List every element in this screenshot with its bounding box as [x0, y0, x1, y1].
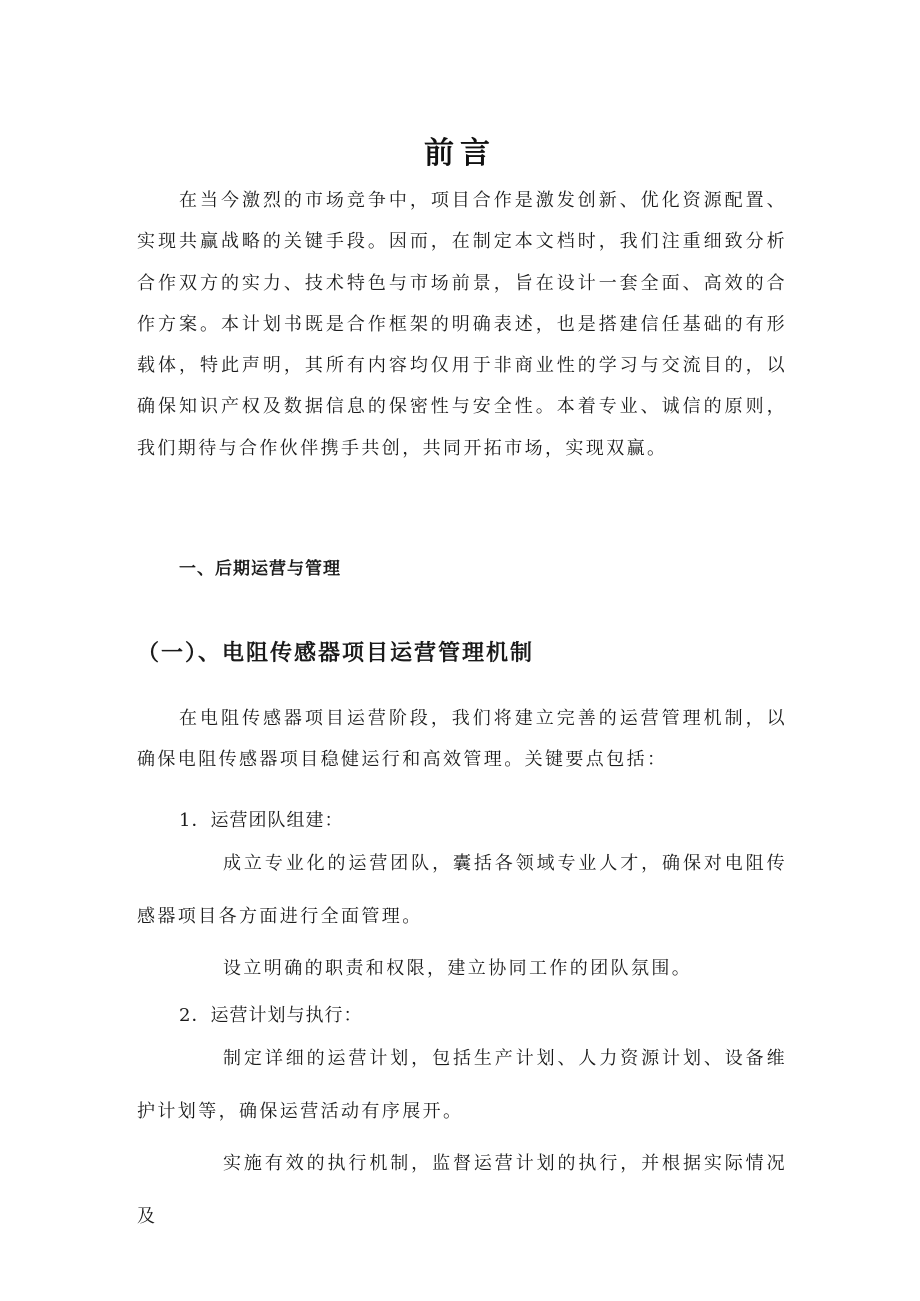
section-heading: 一、后期运营与管理 [179, 559, 341, 579]
list-item-label: 1．运营团队组建： [179, 810, 344, 831]
list-item-label: 2．运营计划与执行： [179, 1005, 363, 1026]
list-item-paragraph: 设立明确的职责和权限，建立协同工作的团队氛围。 [223, 958, 693, 979]
list-item-paragraph: 成立专业化的运营团队，囊括各领域专业人才，确保对电阻传感器项目各方面进行全面管理。 [137, 853, 787, 927]
subsection-heading: （一）、电阻传感器项目运营管理机制 [137, 640, 535, 666]
list-item-paragraph: 实施有效的执行机制，监督运营计划的执行，并根据实际情况及 [137, 1153, 787, 1227]
page-title: 前言 [424, 136, 496, 172]
list-item-paragraph: 制定详细的运营计划，包括生产计划、人力资源计划、设备维护计划等，确保运营活动有序展开。 [137, 1048, 787, 1122]
subsection-intro-paragraph: 在电阻传感器项目运营阶段，我们将建立完善的运营管理机制，以确保电阻传感器项目稳健运行和高效管理。关键要点包括： [137, 708, 787, 771]
preface-paragraph: 在当今激烈的市场竞争中，项目合作是激发创新、优化资源配置、实现共赢战略的关键手段。因而，在制定本文档时，我们注重细致分析合作双方的实力、技术特色与市场前景，旨在设计一套全面、高效的合作方案。本计划书既是合作框架的明确表述，也是搭建信任基础的有形载体，特此声明，其所有内容均仅用于非商业性的学习与交流目的，以确保知识产权及数据信息的保密性与安全性。本着专业、诚信的原则，我们期待与合作伙伴携手共创，共同开拓市场，实现双赢。 [137, 190, 787, 459]
